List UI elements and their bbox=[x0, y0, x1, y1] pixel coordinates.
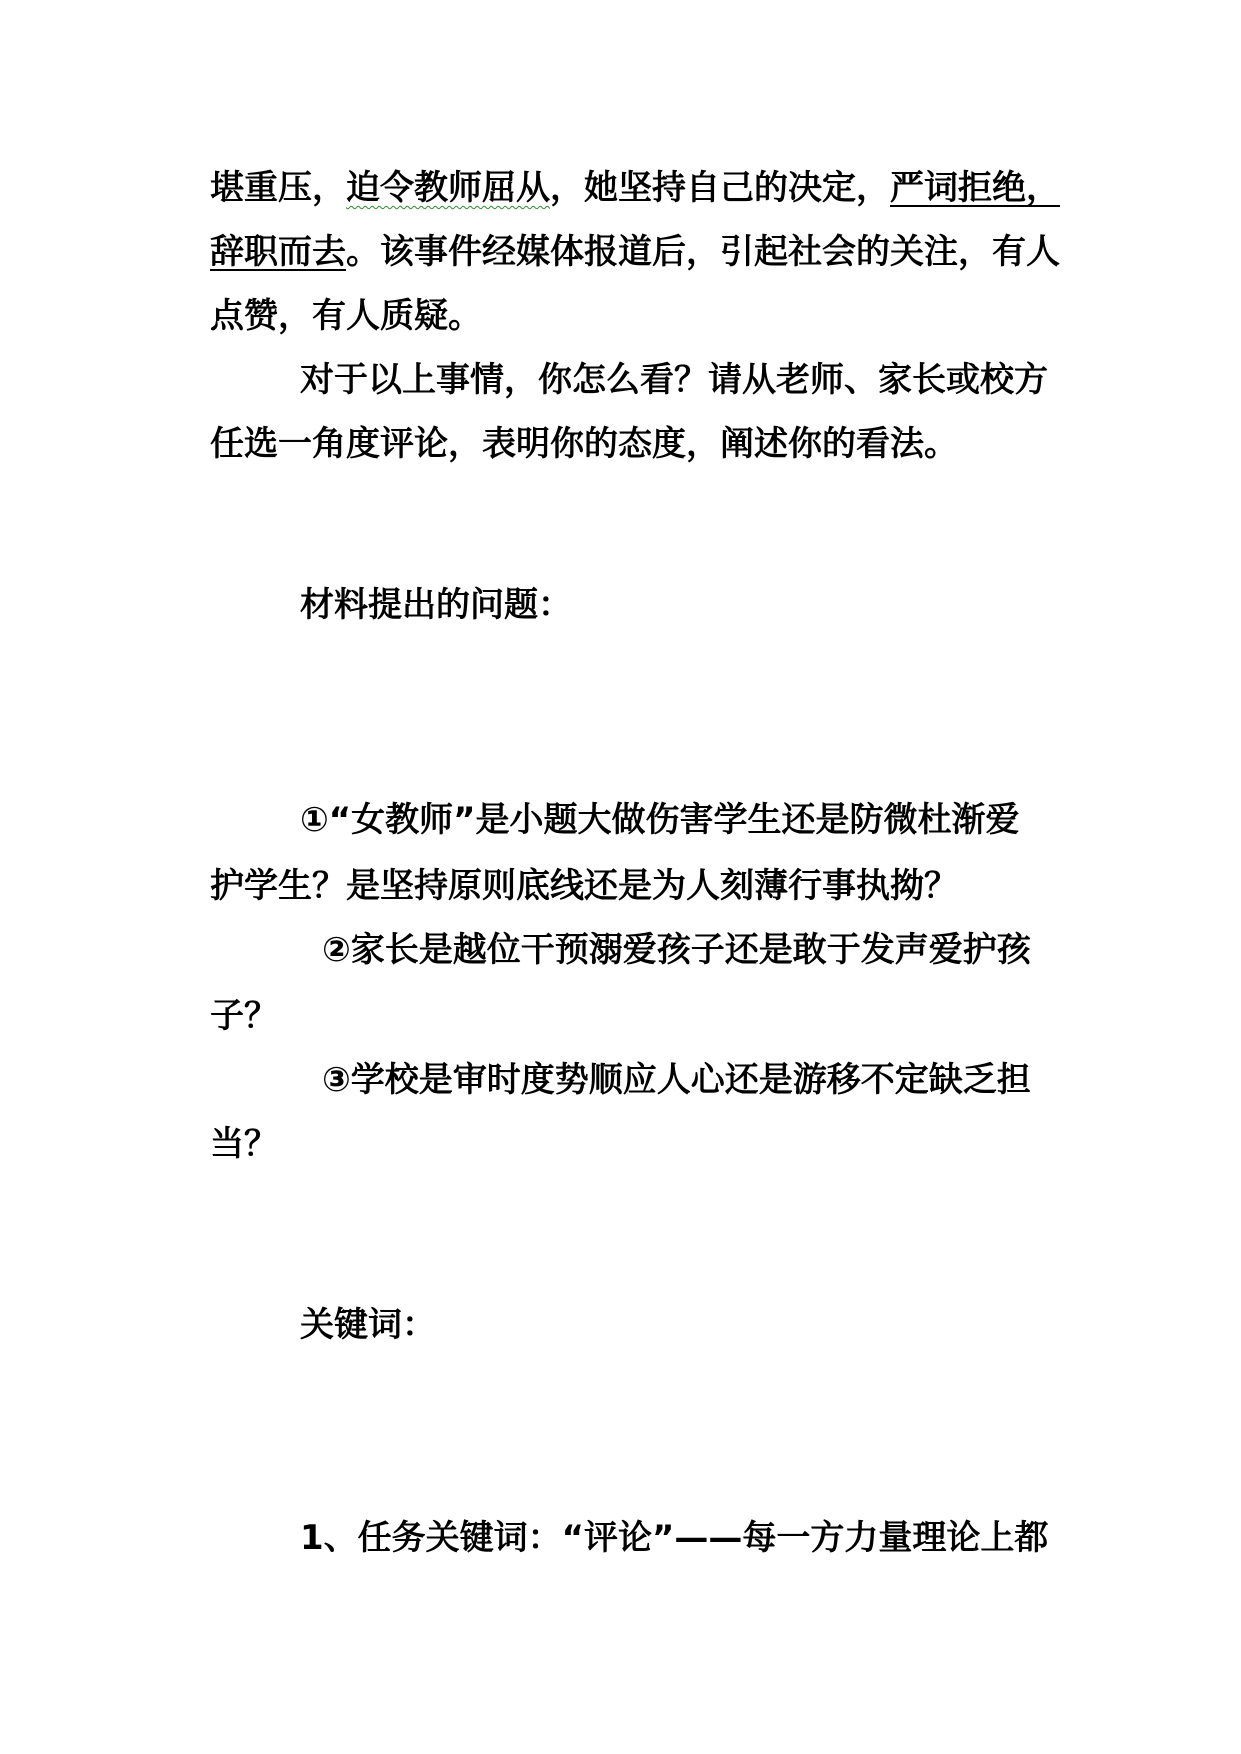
list-item-continuation: 护学生？是坚持原则底线还是为人刻薄行事执拗？ bbox=[210, 866, 958, 906]
list-item: ③学校是审时度势顺应人心还是游移不定缺乏担 bbox=[322, 1060, 1031, 1100]
underlined-phrase: 严词拒绝， bbox=[890, 168, 1060, 208]
list-item: 1、任务关键词：“评论”——每一方力量理论上都 bbox=[300, 1518, 1049, 1558]
question-line: 任选一角度评论，表明你的态度，阐述你的看法。 bbox=[210, 424, 958, 464]
list-item-continuation: 子？ bbox=[210, 996, 278, 1036]
question-line: 对于以上事情，你怎么看？请从老师、家长或校方 bbox=[300, 360, 1048, 400]
list-item: ②家长是越位干预溺爱孩子还是敢于发声爱护孩 bbox=[322, 930, 1031, 970]
list-item-continuation: 当？ bbox=[210, 1124, 278, 1164]
paragraph-line: 点赞，有人质疑。 bbox=[210, 296, 482, 336]
underlined-phrase: 迫令教师屈从 bbox=[346, 168, 550, 208]
underlined-phrase: 辞职而去 bbox=[210, 232, 346, 272]
section-heading: 关键词： bbox=[300, 1305, 436, 1345]
section-heading: 材料提出的问题： bbox=[300, 585, 572, 625]
paragraph-line: 堪重压，迫令教师屈从，她坚持自己的决定，严词拒绝， bbox=[210, 168, 1060, 208]
paragraph-line: 辞职而去。该事件经媒体报道后，引起社会的关注，有人 bbox=[210, 232, 1060, 272]
list-item: ①“女教师”是小题大做伤害学生还是防微杜渐爱 bbox=[300, 800, 1020, 840]
